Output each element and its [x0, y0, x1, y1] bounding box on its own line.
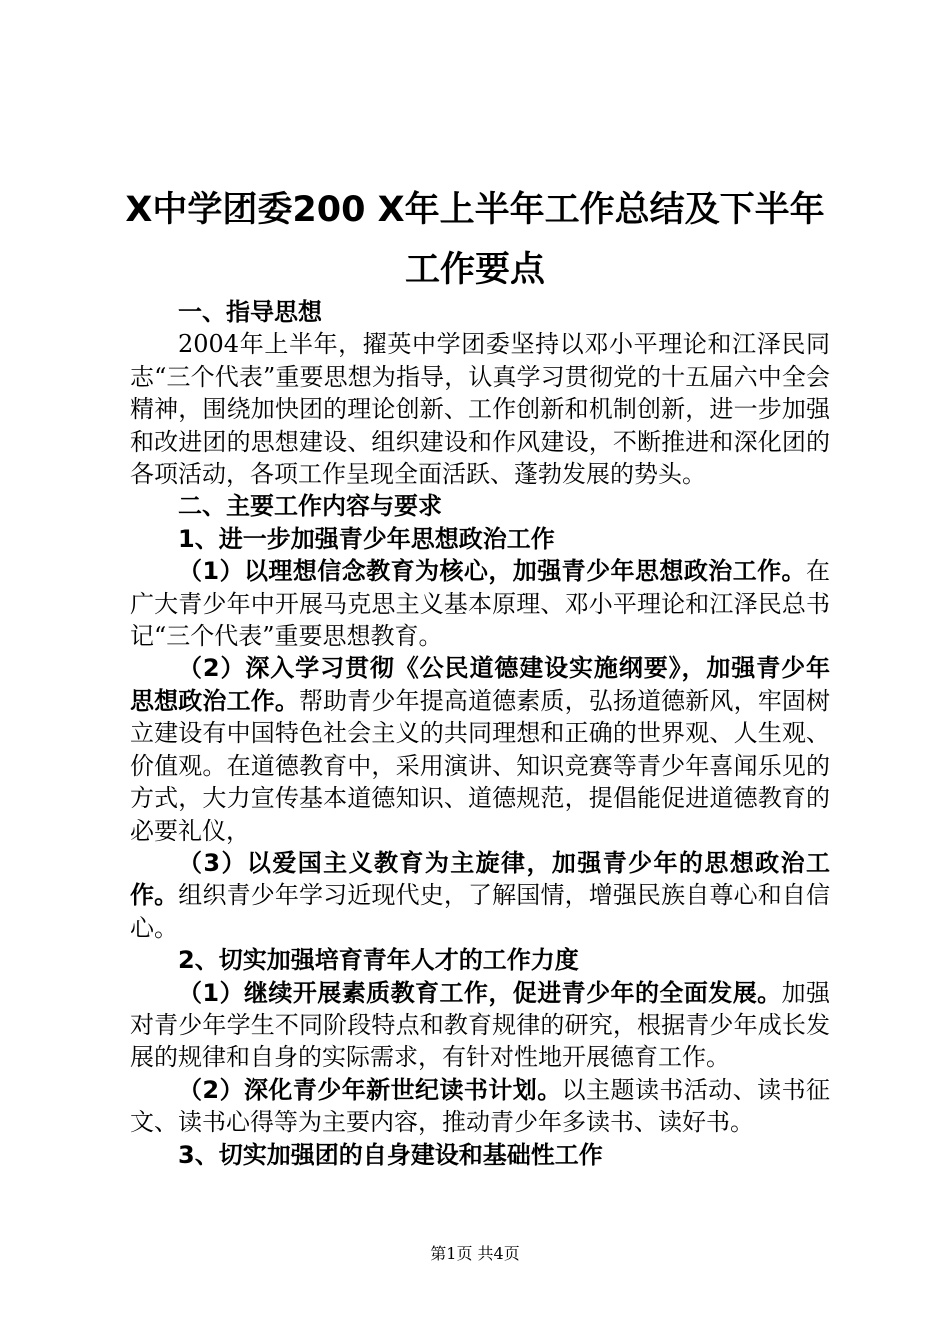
- item-2-2-lead: （2）深化青少年新世纪读书计划。: [178, 1075, 562, 1104]
- item-1-2-text: 帮助青少年提高道德素质，弘扬道德新风，牢固树立建设有中国特色社会主义的共同理想和正确的世界观、人生观、价值观。在道德教育中，采用演讲、知识竞赛等青少年喜闻乐见的方式，大力宣传基本道德知识、道德规范，提倡能促进道德教育的必要礼仪，: [130, 686, 830, 845]
- section-heading-main-work: 二、主要工作内容与要求: [178, 492, 442, 521]
- subsection-heading-2: 2、切实加强培育青年人才的工作力度: [178, 946, 579, 975]
- item-2-1-lead: （1）继续开展素质教育工作，促进青少年的全面发展。: [178, 978, 782, 1007]
- item-2-1-text: 加强对青少年学生不同阶段特点和教育规律的研究，根据青少年成长发展的规律和自身的实际需求，有针对性地开展德育工作。: [130, 978, 830, 1072]
- item-2-2-text: 以主题读书活动、读书征文、读书心得等为主要内容，推动青少年多读书、读好书。: [130, 1075, 831, 1137]
- item-1-1-lead: （1）以理想信念教育为核心，加强青少年思想政治工作。: [178, 557, 806, 586]
- document-body: [130, 296, 830, 1171]
- item-1-3: [130, 847, 830, 944]
- item-2-1: [130, 977, 830, 1074]
- page-footer: 第1页 共4页: [430, 1244, 520, 1263]
- item-1-3-lead: （3）以爱国主义教育为主旋律，加强青少年的思想政治工作。: [130, 848, 830, 910]
- subsection-heading-3: 3、切实加强团的自身建设和基础性工作: [178, 1140, 603, 1169]
- paragraph-guiding-ideology: 2004年上半年，擢英中学团委坚持以邓小平理论和江泽民同志“三个代表”重要思想为指导，认真学习贯彻党的十五届六中全会精神，围绕加快团的理论创新、工作创新和机制创新，进一步加强和改进团的思想建设、组织建设和作风建设，不断推进和深化团的各项活动，各项工作呈现全面活跃、蓬勃发展的势头。: [130, 330, 830, 489]
- document-title-line-2: 工作要点: [404, 250, 545, 290]
- item-1-1: [130, 555, 830, 652]
- item-1-3-text: 组织青少年学习近现代史，了解国情，增强民族自尊心和自信心。: [130, 881, 831, 942]
- item-1-2: [130, 652, 830, 846]
- subsection-heading-1: 1、进一步加强青少年思想政治工作: [178, 524, 555, 553]
- item-1-1-text: 在广大青少年中开展马克思主义基本原理、邓小平理论和江泽民总书记“三个代表”重要思想教育。: [130, 557, 830, 651]
- item-2-2: [130, 1074, 830, 1139]
- document-title-line-1: X中学团委200 X年上半年工作总结及下半年: [125, 190, 825, 230]
- item-1-2-lead: （2）深入学习贯彻《公民道德建设实施纲要》，加强青少年思想政治工作。: [130, 654, 830, 715]
- section-heading-guiding-ideology: 一、指导思想: [178, 298, 322, 326]
